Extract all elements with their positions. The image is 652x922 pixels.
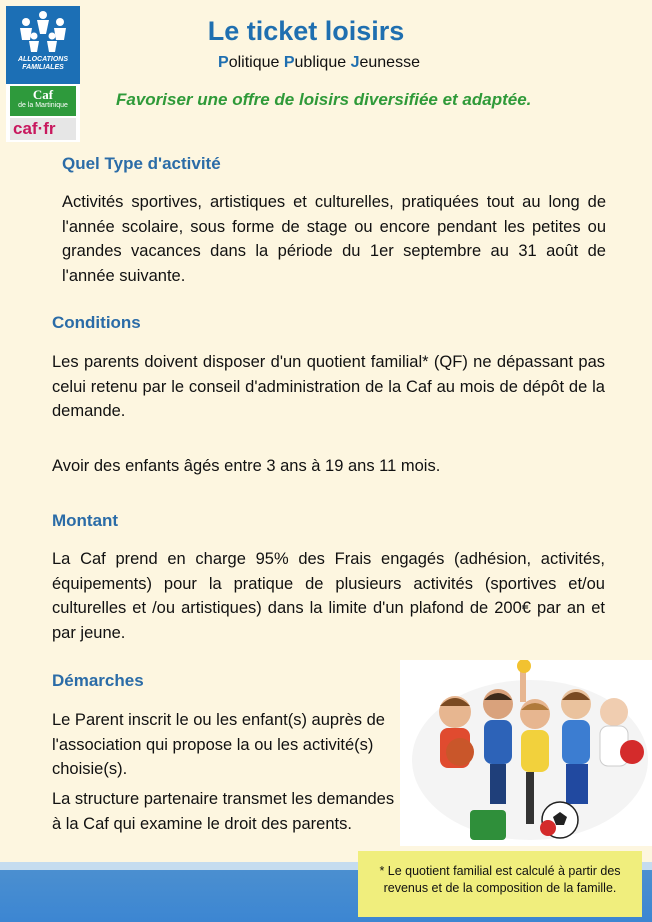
- logo-line2: FAMILIALES: [22, 64, 64, 71]
- montant-text: La Caf prend en charge 95% des Frais engagés (adhésion, activités, équipements) pour la pratique de plusieurs activités (sportives et/ou culturelles et /ou artistiques) dans la limite d'un plafond de 200€ par an et par jeune.: [52, 550, 605, 642]
- subtitle-cap-p1: P: [218, 54, 229, 71]
- heading-activity: Quel Type d'activité: [62, 154, 221, 173]
- logo-line1: ALLOCATIONS: [17, 56, 69, 63]
- children-photo: [400, 660, 652, 846]
- heading-conditions: Conditions: [52, 313, 141, 332]
- logo-region-text: de la Martinique: [18, 102, 68, 109]
- subtitle-cap-p2: P: [283, 54, 295, 71]
- footnote-line1: * Le quotient familial est calculé à partir des: [379, 864, 621, 878]
- subtitle-cap-j: J: [350, 54, 360, 71]
- conditions-text-age: Avoir des enfants âgés entre 3 ans à 19 ans 11 mois.: [52, 457, 441, 475]
- page-title: Le ticket loisirs: [207, 16, 405, 46]
- activity-text: Activités sportives, artistiques et culturelles, pratiquées tout au long de l'année scolaire, sous forme de stage ou encore pendant les petites ou grandes vacances dans la période du 1er septembre au 31 août de l'année suivante.: [62, 193, 606, 285]
- conditions-text-qf: Les parents doivent disposer d'un quotient familial* (QF) ne dépassant pas celui retenu par le conseil d'administration de la Caf au mois de dépôt de la demande.: [52, 353, 605, 420]
- page-subtitle: [0, 54, 652, 72]
- subtitle-word2: ublique: [294, 54, 351, 71]
- subtitle-word1: olitique: [228, 54, 284, 71]
- heading-montant: Montant: [52, 511, 119, 530]
- subtitle-word3: eunesse: [359, 54, 420, 71]
- demarches-text-inscription: Le Parent inscrit le ou les enfant(s) auprès de l'association qui propose la ou les activité(s) choisie(s).: [52, 711, 385, 778]
- children-sports-illustration: [400, 660, 652, 846]
- logo-caf-martinique: [10, 86, 76, 116]
- heading-demarches: Démarches: [52, 671, 144, 690]
- logo-caf-fr: caf·fr: [10, 118, 76, 140]
- tagline: Favoriser une offre de loisirs diversifiée et adaptée.: [116, 90, 532, 109]
- demarches-text-transmission: La structure partenaire transmet les demandes à la Caf qui examine le droit des parents.: [52, 790, 395, 833]
- footnote-line2: revenus et de la composition de la famille.: [383, 881, 617, 895]
- footnote-box: [358, 851, 642, 917]
- logo-caf-text: Caf: [32, 87, 54, 102]
